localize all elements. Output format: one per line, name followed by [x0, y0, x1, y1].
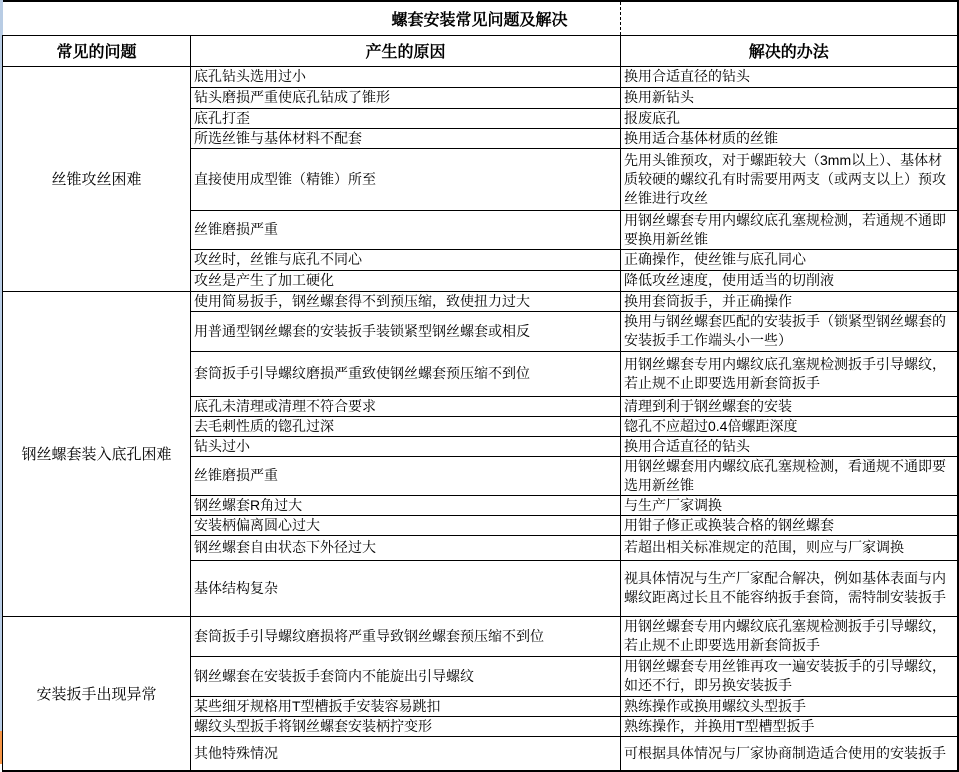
- solution-cell: 正确操作，使丝锥与底孔同心: [621, 249, 958, 270]
- cause-cell: 某些细牙规格用T型槽扳手安装容易跳扣: [191, 696, 621, 716]
- solution-cell: 用钢丝螺套用内螺纹底孔塞规检测，看通规不通即要选用新丝锥: [621, 456, 958, 495]
- solution-cell: 清理到利于钢丝螺套的安装: [621, 396, 958, 416]
- cause-cell: 攻丝是产生了加工硬化: [191, 270, 621, 291]
- cause-cell: 用普通型钢丝螺套的安装扳手装锁紧型钢丝螺套或相反: [191, 311, 621, 351]
- solution-cell: 用钢丝螺套专用内螺纹底孔塞规检测扳手引导螺纹，若止规不止即要选用新套筒扳手: [621, 351, 958, 396]
- problem-cell: 丝锥攻丝困难: [3, 66, 191, 291]
- solution-cell: 可根据具体情况与厂家协商制造适合使用的安装扳手: [621, 736, 958, 771]
- solution-cell: 换用合适直径的钻头: [621, 66, 958, 87]
- cause-cell: 底孔钻头选用过小: [191, 66, 621, 87]
- solution-cell: 若超出相关标准规定的范围，则应与厂家调换: [621, 535, 958, 560]
- table-title: 螺套安装常见问题及解决: [391, 11, 568, 29]
- solution-cell: 用钢丝螺套专用内螺纹底孔塞规检测，若通规不通即要换用新丝锥: [621, 210, 958, 249]
- solution-cell: 换用新钻头: [621, 87, 958, 108]
- cause-cell: 钻头过小: [191, 436, 621, 456]
- solution-cell: 熟练操作，并换用T型槽型扳手: [621, 716, 958, 736]
- solution-cell: 视具体情况与生产厂家配合解决，例如基体表面与内螺纹距离过长且不能容纳扳手套筒，需特制安装扳手: [621, 560, 958, 616]
- cause-cell: 攻丝时，丝锥与底孔不同心: [191, 249, 621, 270]
- problem-cell: 钢丝螺套装入底孔困难: [3, 291, 191, 616]
- cause-cell: 套筒扳手引导螺纹磨损严重致使钢丝螺套预压缩不到位: [191, 351, 621, 396]
- cause-cell: 钢丝螺套在安装扳手套筒内不能旋出引导螺纹: [191, 656, 621, 696]
- cause-cell: 安装柄偏离圆心过大: [191, 515, 621, 535]
- cause-cell: 丝锥磨损严重: [191, 210, 621, 249]
- table-row: [3, 616, 958, 656]
- solution-cell: 熟练操作或换用螺纹头型扳手: [621, 696, 958, 716]
- cause-cell: 底孔未清理或清理不符合要求: [191, 396, 621, 416]
- cause-cell: 钢丝螺套R角过大: [191, 495, 621, 515]
- solution-cell: 与生产厂家调换: [621, 495, 958, 515]
- table-row: [3, 66, 958, 87]
- solution-cell: 锪孔不应超过0.4倍螺距深度: [621, 416, 958, 436]
- solution-cell: 降低攻丝速度，使用适当的切削液: [621, 270, 958, 291]
- solution-cell: 换用适合基体材质的丝锥: [621, 128, 958, 148]
- table-title-cell: [3, 1, 958, 35]
- solution-cell: 用钢丝螺套专用内螺纹底孔塞规检测扳手引导螺纹，若止规不止即要选用新套筒扳手: [621, 616, 958, 656]
- page-break-dashed-line: [620, 2, 621, 35]
- cause-cell: 螺纹头型扳手将钢丝螺套安装柄拧变形: [191, 716, 621, 736]
- cause-cell: 套筒扳手引导螺纹磨损将严重导致钢丝螺套预压缩不到位: [191, 616, 621, 656]
- cause-cell: 使用简易扳手，钢丝螺套得不到预压缩，致使扭力过大: [191, 291, 621, 311]
- cause-cell: 丝锥磨损严重: [191, 456, 621, 495]
- solution-cell: 先用头锥预攻，对于螺距较大（3mm以上）、基体材质较硬的螺纹孔有时需要用两支（或两支以上）预攻丝锥进行攻丝: [621, 148, 958, 210]
- cause-cell: 其他特殊情况: [191, 736, 621, 771]
- solution-cell: 报废底孔: [621, 108, 958, 128]
- problem-cell: 安装扳手出现异常: [3, 616, 191, 771]
- solution-cell: 换用合适直径的钻头: [621, 436, 958, 456]
- solution-cell: 换用套筒扳手，并正确操作: [621, 291, 958, 311]
- column-header-cause: 产生的原因: [191, 35, 621, 66]
- solution-cell: 换用与钢丝螺套匹配的安装扳手（锁紧型钢丝螺套的安装扳手工作端头小一些）: [621, 311, 958, 351]
- cause-cell: 钢丝螺套自由状态下外径过大: [191, 535, 621, 560]
- cause-cell: 去毛刺性质的锪孔过深: [191, 416, 621, 436]
- solution-cell: 用钳子修正或换装合格的钢丝螺套: [621, 515, 958, 535]
- solution-cell: 用钢丝螺套专用丝锥再攻一遍安装扳手的引导螺纹，如还不行，即另换安装扳手: [621, 656, 958, 696]
- cause-cell: 底孔打歪: [191, 108, 621, 128]
- cause-cell: 所选丝锥与基体材料不配套: [191, 128, 621, 148]
- table-row: [3, 291, 958, 311]
- column-header-solution: 解决的办法: [621, 35, 958, 66]
- cause-cell: 钻头磨损严重使底孔钻成了锥形: [191, 87, 621, 108]
- cause-cell: 基体结构复杂: [191, 560, 621, 616]
- issues-table: [2, 0, 959, 772]
- table-title-row: [3, 1, 958, 35]
- column-header-problem: 常见的问题: [3, 35, 191, 66]
- table-header-row: [3, 35, 958, 66]
- cause-cell: 直接使用成型锥（精锥）所至: [191, 148, 621, 210]
